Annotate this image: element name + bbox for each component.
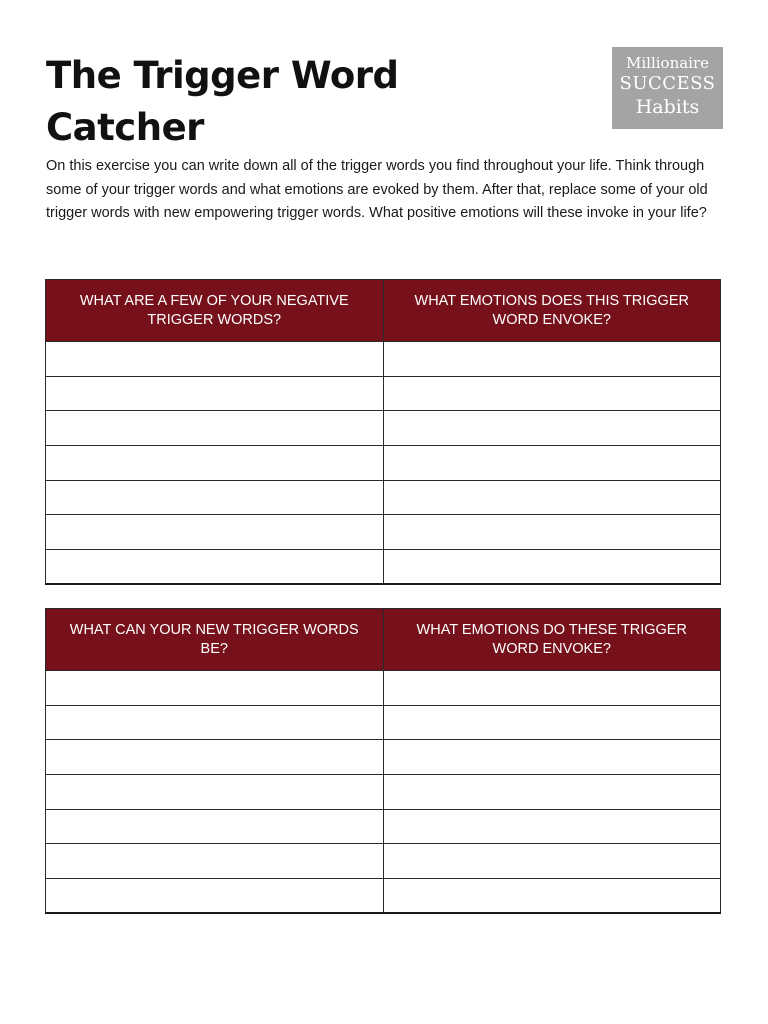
write-in-cell[interactable] (46, 411, 384, 446)
table-row (46, 480, 721, 515)
write-in-cell[interactable] (46, 775, 384, 810)
table-row (46, 775, 721, 810)
write-in-cell[interactable] (46, 342, 384, 377)
write-in-cell[interactable] (383, 342, 721, 377)
column-header-negative-words: WHAT ARE A FEW OF YOUR NEGATIVE TRIGGER WORDS? (46, 280, 384, 342)
write-in-cell[interactable] (46, 446, 384, 481)
table-row (46, 705, 721, 740)
write-in-cell[interactable] (46, 550, 384, 585)
table-row (46, 376, 721, 411)
title-line: The Trigger Word (46, 54, 399, 97)
write-in-cell[interactable] (46, 844, 384, 879)
write-in-cell[interactable] (383, 411, 721, 446)
table-row (46, 671, 721, 706)
table-header-row (46, 280, 721, 342)
logo-line-3: Habits (635, 96, 700, 118)
write-in-cell[interactable] (46, 480, 384, 515)
write-in-cell[interactable] (46, 376, 384, 411)
table-header-row (46, 609, 721, 671)
negative-trigger-table (45, 279, 721, 585)
write-in-cell[interactable] (383, 376, 721, 411)
title-line: Catcher (46, 106, 204, 149)
page-title (46, 50, 516, 154)
write-in-cell[interactable] (46, 705, 384, 740)
logo-line-1: Millionaire (625, 54, 710, 72)
brand-logo (612, 47, 723, 129)
write-in-cell[interactable] (46, 879, 384, 914)
table-row (46, 809, 721, 844)
table-row (46, 844, 721, 879)
write-in-cell[interactable] (46, 671, 384, 706)
new-trigger-table (45, 608, 721, 914)
write-in-cell[interactable] (383, 705, 721, 740)
column-header-emotions: WHAT EMOTIONS DOES THIS TRIGGER WORD ENVOKE? (383, 280, 721, 342)
write-in-cell[interactable] (383, 550, 721, 585)
write-in-cell[interactable] (383, 480, 721, 515)
table-row (46, 740, 721, 775)
table-row (46, 550, 721, 585)
write-in-cell[interactable] (383, 844, 721, 879)
write-in-cell[interactable] (383, 775, 721, 810)
column-header-emotions: WHAT EMOTIONS DO THESE TRIGGER WORD ENVOKE? (383, 609, 721, 671)
write-in-cell[interactable] (383, 446, 721, 481)
table-row (46, 515, 721, 550)
write-in-cell[interactable] (383, 879, 721, 914)
table-row (46, 342, 721, 377)
write-in-cell[interactable] (383, 740, 721, 775)
write-in-cell[interactable] (46, 809, 384, 844)
table-row (46, 411, 721, 446)
column-header-new-words: WHAT CAN YOUR NEW TRIGGER WORDS BE? (46, 609, 384, 671)
table-row (46, 446, 721, 481)
write-in-cell[interactable] (46, 740, 384, 775)
write-in-cell[interactable] (383, 515, 721, 550)
intro-paragraph: On this exercise you can write down all of the trigger words you find throughout your life. Think through some of your trigger words and what emotions are evoked by them. After that, replace some of your old trigger words with new empowering trigger words. What positive emotions will these invoke in your life? (46, 158, 708, 221)
write-in-cell[interactable] (46, 515, 384, 550)
logo-line-2: SUCCESS (619, 73, 716, 94)
write-in-cell[interactable] (383, 671, 721, 706)
write-in-cell[interactable] (383, 809, 721, 844)
table-row (46, 879, 721, 914)
